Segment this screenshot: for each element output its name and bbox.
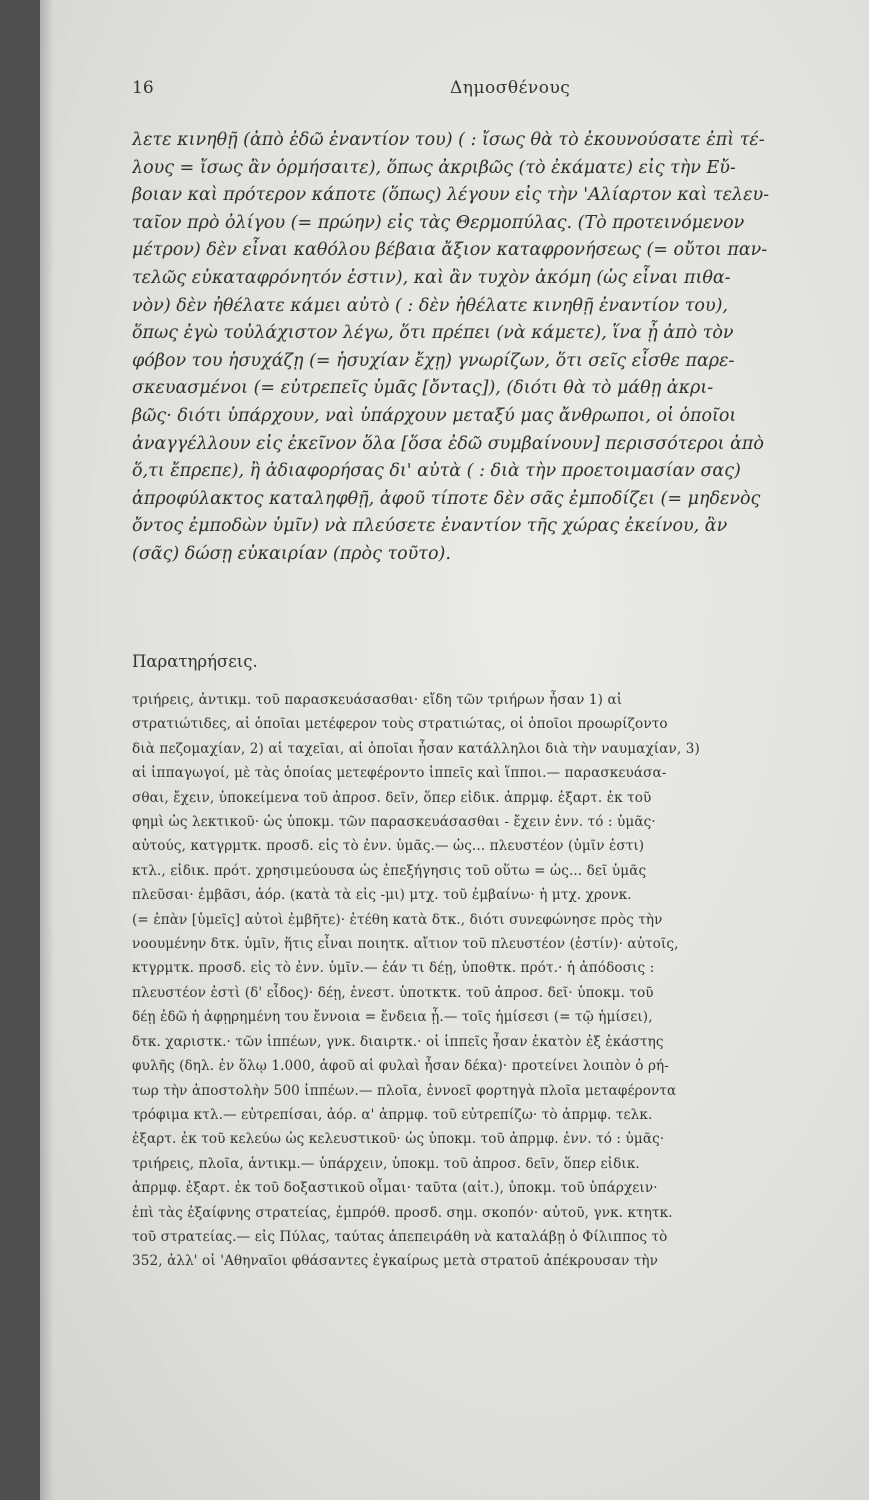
body-line: φόβον του ἡσυχάζῃ (= ἡσυχίαν ἔχῃ) γνωρίζων, ὅτι σεῖς εἶσθε παρε- [132,350,735,371]
note-line: διὰ πεζομαχίαν, 2) αἱ ταχεῖαι, αἱ ὁποῖαι ἦσαν κατάλληλοι διὰ τὴν ναυμαχίαν, 3) [132,740,700,757]
running-title: Δημοσθένους [450,78,571,98]
note-line: ἀπρμφ. ἐξαρτ. ἐκ τοῦ δοξαστικοῦ οἶμαι· ταῦτα (αἰτ.), ὑποκμ. τοῦ ὑπάρχειν· [132,1180,658,1197]
note-line: ἐξαρτ. ἐκ τοῦ κελεύω ὡς κελευστικοῦ· ὡς ὑποκμ. τοῦ ἀπρμφ. ἐνν. τό : ὑμᾶς· [132,1131,665,1148]
body-line: ταῖον πρὸ ὀλίγου (= πρώην) εἰς τὰς Θερμοπύλας. (Τὸ προτεινόμενον [132,212,745,233]
note-line: αὐτούς, κατγρμτκ. προσδ. εἰς τὸ ἐνν. ὑμᾶς.— ὡς... πλευστέον (ὑμῖν ἐστι) [132,838,645,855]
note-line: ἐπὶ τὰς ἐξαίφνης στρατείας, ἐμπρόθ. προσδ. σημ. σκοπόν· αὐτοῦ, γνκ. κτητκ. [132,1204,673,1221]
body-line: μέτρον) δὲν εἶναι καθόλου βέβαια ἄξιον καταφρονήσεως (= οὔτοι παν- [132,240,768,261]
body-line: ὅπως ἐγὼ τοὐλάχιστον λέγω, ὅτι πρέπει (νὰ κάμετε), ἵνα ᾖ ἀπὸ τὸν [132,323,734,344]
translation-body [132,127,867,569]
note-line: δτκ. χαριστκ.· τῶν ἱππέων, γνκ. διαιρτκ.· οἱ ἱππεῖς ἦσαν ἑκατὸν ἐξ ἑκάστης [132,1033,664,1050]
notes-heading: Παρατηρήσεις. [132,652,258,671]
note-line: σθαι, ἔχειν, ὑποκείμενα τοῦ ἀπροσ. δεῖν, ὅπερ εἰδικ. ἀπρμφ. ἐξαρτ. ἐκ τοῦ [132,789,652,806]
body-line: λους = ἴσως ἂν ὁρμήσαιτε), ὅπως ἀκριβῶς (τὸ ἐκάματε) εἰς τὴν Εὔ- [132,157,736,178]
body-line: ὅ,τι ἔπρεπε), ἢ ἀδιαφορήσας δι' αὐτὰ ( : διὰ τὴν προετοιμασίαν σας) [132,461,741,482]
note-line: 352, ἀλλ' οἱ 'Αθηναῖοι φθάσαντες ἐγκαίρως μετὰ στρατοῦ ἀπέκρουσαν τὴν [132,1253,659,1270]
note-line: τωρ τὴν ἀποστολὴν 500 ἱππέων.— πλοῖα, ἐννοεῖ φορτηγὰ πλοῖα μεταφέροντα [132,1082,677,1099]
note-line: τρόφιμα κτλ.— εὐτρεπίσαι, ἀόρ. α' ἀπρμφ. τοῦ εὐτρεπίζω· τὸ ἀπρμφ. τελκ. [132,1106,653,1123]
note-line: αἱ ἱππαγωγοί, μὲ τὰς ὁποίας μετεφέροντο ἱππεῖς καὶ ἵπποι.— παρασκευάσα- [132,765,667,782]
note-line: κτλ., εἰδικ. πρότ. χρησιμεύουσα ὡς ἐπεξήγησις τοῦ οὕτω = ὡς... δεῖ ὑμᾶς [132,862,647,879]
note-line: νοουμένην δτκ. ὑμῖν, ἥτις εἶναι ποιητκ. αἴτιον τοῦ πλευστέον (ἐστίν)· αὐτοῖς, [132,936,679,953]
note-line: πλευστέον ἐστὶ (δ' εἶδος)· δέῃ, ἐνεστ. ὑποτκτκ. τοῦ ἀπροσ. δεῖ· ὑποκμ. τοῦ [132,984,654,1001]
note-line: τοῦ στρατείας.— εἰς Πύλας, ταύτας ἀπεπειράθη νὰ καταλάβῃ ὁ Φίλιππος τὸ [132,1228,668,1245]
note-line: κτγρμτκ. προσδ. εἰς τὸ ἐνν. ὑμῖν.— ἐάν τι δέῃ, ὑποθτκ. πρότ.· ἡ ἀπόδοσις : [132,960,655,977]
body-line: νὸν) δὲν ἠθέλατε κάμει αὐτὸ ( : δὲν ἠθέλατε κινηθῇ ἐναντίον του), [132,295,728,316]
page-edge-shadow [40,0,54,1500]
body-line: λετε κινηθῇ (ἀπὸ ἐδῶ ἐναντίον του) ( : ἴσως θὰ τὸ ἐκουνούσατε ἐπὶ τέ- [132,130,765,150]
book-page [40,0,869,1500]
page-number: 16 [132,78,154,98]
body-line: βοιαν καὶ πρότερον κάποτε (ὅπως) λέγουν εἰς τὴν 'Αλίαρτον καὶ τελευ- [132,185,770,206]
note-line: τριήρεις, πλοῖα, ἀντικμ.— ὑπάρχειν, ὑποκμ. τοῦ ἀπροσ. δεῖν, ὅπερ εἰδικ. [132,1155,640,1172]
note-line: (= ἐπὰν [ὑμεῖς] αὐτοὶ ἐμβῆτε)· ἐτέθη κατὰ δτκ., διότι συνεφώνησε πρὸς τὴν [132,911,663,928]
note-line: τριήρεις, ἀντικμ. τοῦ παρασκευάσασθαι· εἴδη τῶν τριήρων ἦσαν 1) αἱ [132,692,623,708]
body-line: τελῶς εὐκαταφρόνητόν ἐστιν), καὶ ἂν τυχὸν ἀκόμη (ὡς εἶναι πιθα- [132,267,731,288]
body-line: βῶς· διότι ὑπάρχουν, ναὶ ὑπάρχουν μεταξύ μας ἄνθρωποι, οἱ ὁποῖοι [132,405,737,426]
note-line: φυλῆς (δηλ. ἐν ὅλῳ 1.000, ἀφοῦ αἱ φυλαὶ ἦσαν δέκα)· προτείνει λοιπὸν ὁ ρή- [132,1058,669,1075]
body-line: σκευασμένοι (= εὐτρεπεῖς ὑμᾶς [ὄντας]), (διότι θὰ τὸ μάθῃ ἀκρι- [132,378,714,399]
body-line: (σᾶς) δώσῃ εὐκαιρίαν (πρὸς τοῦτο). [132,543,451,564]
notes-body [132,688,867,1274]
body-line: ἀναγγέλλουν εἰς ἐκεῖνον ὅλα [ὅσα ἐδῶ συμβαίνουν] περισσότεροι ἀπὸ [132,433,764,454]
body-line: ἀπροφύλακτος καταληφθῇ, ἀφοῦ τίποτε δὲν σᾶς ἐμποδίζει (= μηδενὸς [132,488,761,509]
note-line: φημὶ ὡς λεκτικοῦ· ὡς ὑποκμ. τῶν παρασκευάσασθαι - ἔχειν ἐνν. τό : ὑμᾶς· [132,814,656,831]
body-line: ὄντος ἐμποδὼν ὑμῖν) νὰ πλεύσετε ἐναντίον τῆς χώρας ἐκείνου, ἂν [132,516,728,537]
note-line: δέῃ ἐδῶ ἡ ἀφῃρημένη του ἔννοια = ἔνδεια ᾖ.— τοῖς ἡμίσεσι (= τῷ ἡμίσει), [132,1009,653,1026]
note-line: πλεῦσαι· ἐμβᾶσι, ἀόρ. (κατὰ τὰ εἰς -μι) μτχ. τοῦ ἐμβαίνω· ἡ μτχ. χρονκ. [132,887,632,904]
note-line: στρατιώτιδες, αἱ ὁποῖαι μετέφερον τοὺς στρατιώτας, οἱ ὁποῖοι προωρίζοντο [132,716,668,733]
